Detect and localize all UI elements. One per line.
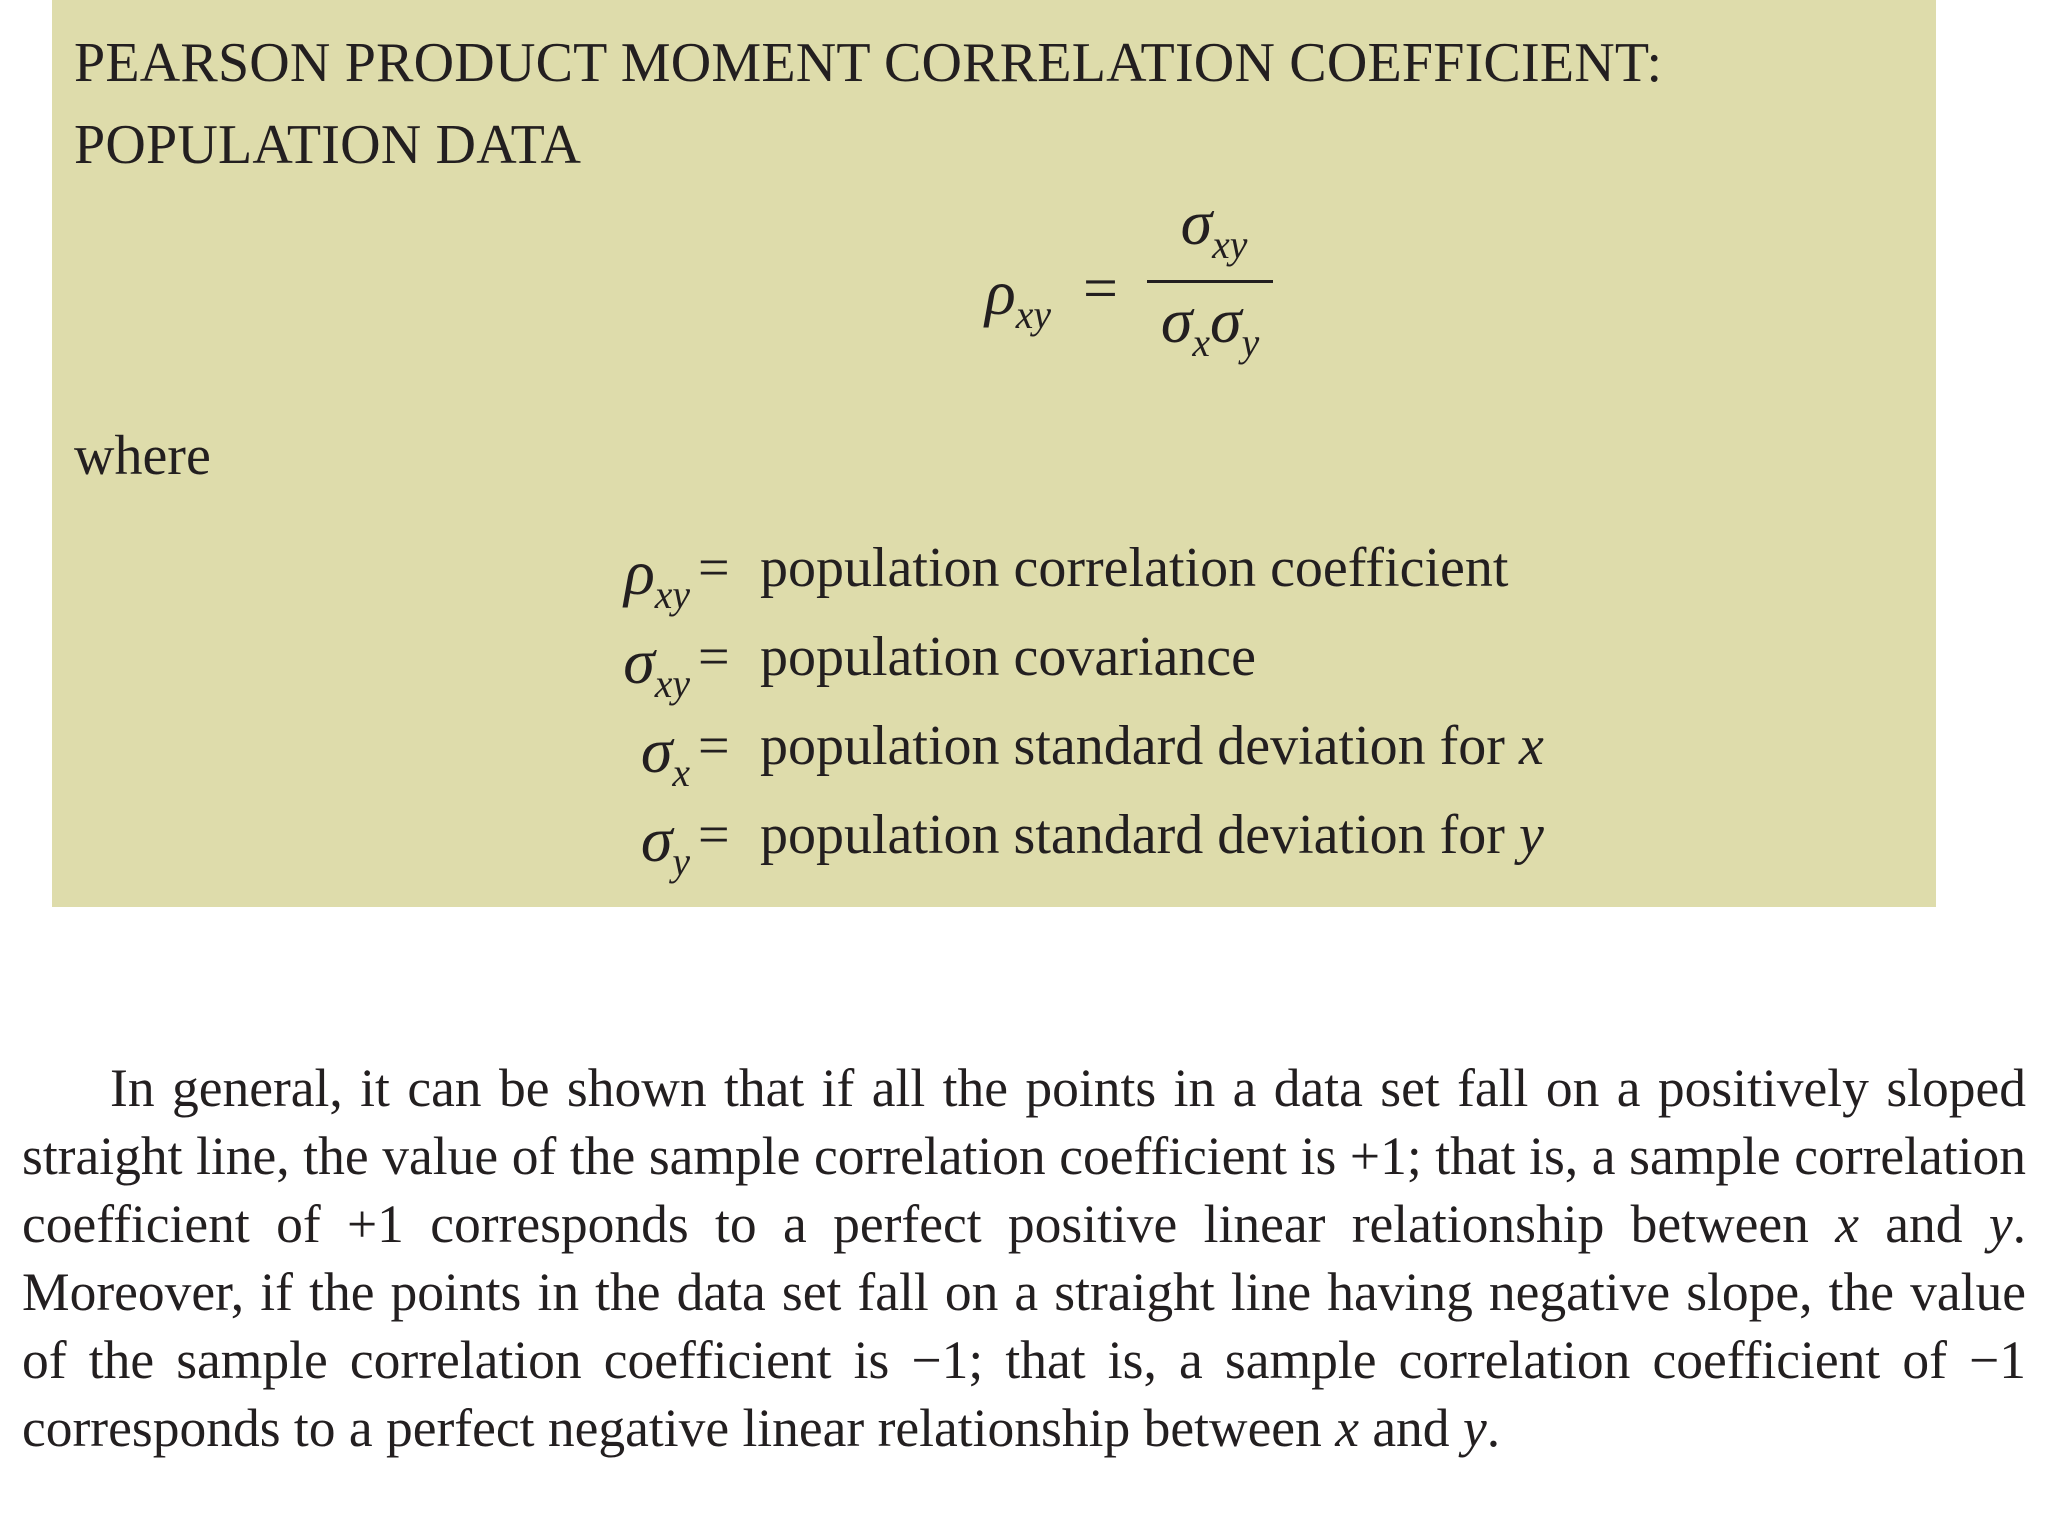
formula-denominator [1147,284,1273,365]
sigma-subscript: y [1241,320,1260,365]
definition-symbol: $\sigma_x$ [640,715,690,795]
definition-text: population covariance [760,626,1257,688]
definition-text: population correlation coefficient [760,537,1509,599]
definition-equals: = [698,715,730,777]
box-title [74,22,1662,186]
box-title-line-2: POPULATION DATA [74,114,582,176]
definition-symbol: $\sigma_{xy}$ [623,626,690,706]
definition-text: population standard deviation for x [760,715,1544,777]
rho-symbol: ρ [985,257,1016,328]
definition-equals: = [698,537,730,599]
where-label: where [74,425,211,487]
box-title-line-1: PEARSON PRODUCT MOMENT CORRELATION COEFFICIENT: [74,32,1663,94]
definition-text: population standard deviation for y [760,804,1544,866]
formula-numerator [1165,186,1263,267]
formula-equals: = [1083,255,1118,323]
definition-symbol: $\sigma_y$ [640,804,690,884]
sigma-symbol: σ [1180,187,1213,258]
fraction-bar [1147,280,1273,283]
body-paragraph: In general, it can be shown that if all the points in a data set fall on a positively sloped straight line, the value of the sample correlation coefficient is +1; that is, a sample correlation coefficient of +1 corresponds to a perfect positive linear relationship between x and y. Moreover, if the points in the data set fall on a straight line having negative slope, the value of the sample correlation coefficient is −1; that is, a sample correlation coefficient of −1 corresponds to a perfect negative linear relationship between x and y. [22,1057,2026,1458]
rho-subscript: xy [1015,292,1051,337]
definition-symbol: $\rho_{xy}$ [624,537,690,617]
definition-equals: = [698,804,730,866]
sigma-subscript: xy [1212,222,1248,267]
sigma-symbol: σ [1210,285,1242,356]
sigma-symbol: σ [1160,285,1193,356]
definition-equals: = [698,626,730,688]
formula-lhs [985,256,1051,337]
correlation-formula [985,187,1285,366]
sigma-subscript: x [1192,320,1210,365]
